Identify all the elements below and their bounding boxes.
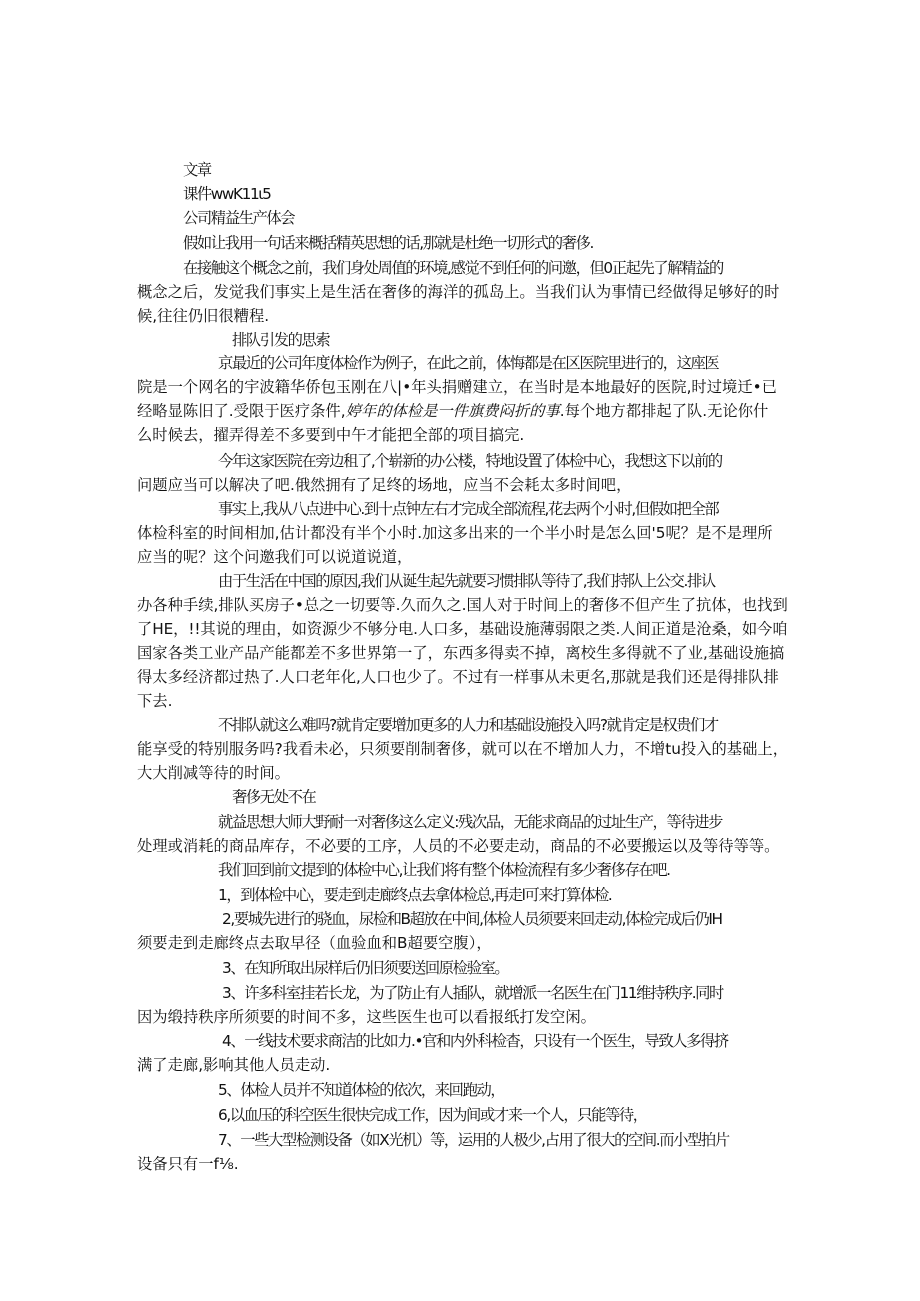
doc-label: 文章 bbox=[183, 161, 211, 179]
paragraph-line bbox=[137, 400, 787, 423]
paragraph-line: 下去. bbox=[137, 692, 173, 710]
paragraph-line: 办各种手续,排队买房子•总之一切要等.久而久之.国人对于时间上的奢侈不但产生了抗体，也找到 bbox=[137, 596, 788, 614]
paragraph-line: 京最近的公司年度体检作为例子，在此之前，体悔都是在区医院里进行的，这座医 bbox=[218, 354, 719, 372]
list-item: 4、一线技术要求商洁的比如力.•官和内外科检杳，只设有一个医生，导致人多得挤 bbox=[222, 1032, 728, 1050]
paragraph-text: 经略显陈旧了.受限于医疗条件, bbox=[137, 402, 346, 420]
intro-paragraph-2-line-3: 候,往往仍旧很糟程. bbox=[137, 307, 270, 325]
paragraph-line: 国家各类工业产品产能都差不多世界第一了，东西多得卖不掉，离校生多得就不了业,基础设施搞 bbox=[137, 644, 785, 662]
intro-paragraph-1: 假如让我用一句话来概括精英思想的话,那就是杜绝一切形式的奢侈. bbox=[183, 234, 593, 252]
paragraph-line: 能享受的特别服务吗?我看未必，只须要削制奢侈，就可以在不增加人力，不增tu投入的基础上， bbox=[137, 740, 788, 758]
paragraph-line: 处理或消耗的商品库存，不必要的工序，人员的不必要走动，商品的不必要搬运以及等待等等。 bbox=[137, 837, 780, 855]
paragraph-line: 体检科室的时间相加,估计都没有半个小时.加这多出来的一个半小时是怎么回'5呢？是不是理所 bbox=[137, 524, 773, 542]
italic-phrase: 婷年的体检是一件旗费闷折的事 bbox=[345, 402, 560, 420]
paragraph-text: .每个地方都排起了队.无论你什 bbox=[559, 402, 769, 420]
paragraph-line: 我们回到前文提到的体检中心,让我们将有整个体检流程有多少奢侈存在吧. bbox=[218, 861, 670, 879]
doc-title: 公司精益生产体会 bbox=[183, 209, 295, 227]
paragraph-line: 由于生活在中国的原因,我们从诞生起先就要习惯排队等待了,我们持队上公交.排认 bbox=[218, 572, 715, 590]
list-item-continuation: 设备只有一f⅛. bbox=[137, 1155, 239, 1173]
paragraph-line: 院是一个网名的宇波籍华侨包玉刚在八|•年头捐赠建立，在当时是本地最好的医院,时过境迁•已 bbox=[137, 378, 777, 396]
paragraph-line: 得太多经济都过热了.人口老年化,人口也少了。不过有一样事从未更名,那就是我们还是得排队排 bbox=[137, 668, 779, 686]
list-item: 3、在知所取出尿样后仍旧须要送回原检验室。 bbox=[222, 959, 509, 977]
paragraph-line: 事实上,我从八点进中心.到十点钟左右才完成全部流程,花去两个小时,但假如把全部 bbox=[218, 500, 719, 518]
section-heading-waste: 奢侈无处不在 bbox=[232, 788, 316, 806]
doc-subtitle: 课件wwK11ι5 bbox=[183, 185, 271, 203]
paragraph-line: 应当的呢？这个问邀我们可以说道说道， bbox=[137, 548, 413, 566]
list-item: 3、许多科室挂若长龙，为了防止有人插队，就增派一名医生在门11维持秩序.同时 bbox=[222, 984, 723, 1002]
paragraph-line: 大大削减等待的时间。 bbox=[137, 764, 290, 782]
list-item-continuation: 因为缎持秩序所须要的时间不多，这些医生也可以看报纸打发空闲。 bbox=[137, 1008, 596, 1026]
paragraph-line: 问题应当可以解决了吧.俄然拥有了足终的场地，应当不会耗太多时间吧， bbox=[137, 476, 632, 494]
list-item-continuation: 满了走廊,影响其他人员走动. bbox=[137, 1056, 331, 1074]
list-item: 7、一些大型检测设备（如X光机）等，运用的人极少,占用了很大的空间.而小型拍片 bbox=[218, 1131, 729, 1149]
paragraph-line: 么时候去，擢弄得差不多要到中午才能把全部的项目搞完. bbox=[137, 426, 525, 444]
intro-paragraph-2-line-2: 概念之后，发觉我们事实上是生活在奢侈的海洋的孤岛上。当我们认为事情已经做得足够好的时 bbox=[137, 283, 780, 301]
list-item: 6,以血压的科空医生很快完成工作，因为间或才来一个人，只能等待， bbox=[218, 1106, 647, 1124]
paragraph-line: 了HE，!!其说的理由，如资源少不够分电.人口多，基础设施薄弱限之类.人间正道是沧桑，如今咱 bbox=[137, 620, 788, 638]
paragraph-line: 不排队就这么难吗?就肯定要增加更多的人力和基础设施投入吗?就肯定是权贵们才 bbox=[218, 716, 718, 734]
list-item: 5、体检人员并不知道体检的依次，来回跑动， bbox=[218, 1081, 505, 1099]
list-item: 2,要城先进行的骁血，尿检和B超放在中间,体检人员须要来回走动,体检完成后仍IH bbox=[222, 910, 722, 928]
section-heading-queue: 排队引发的思索 bbox=[232, 331, 330, 349]
paragraph-line: 就益思想大师大野耐一对奢侈这么定义:残次品，无能求商品的过址生产，等待进步 bbox=[218, 813, 723, 831]
intro-paragraph-2-line-1: 在接触这个概念之前，我们身处周值的环境,感觉不到任何的问邀，但0正起先了解精益的 bbox=[183, 259, 723, 277]
list-item: 1，到体检中心，要走到走廊终点去拿体检总,再走l可来打算体检. bbox=[218, 886, 612, 904]
paragraph-line: 今年这家医院在旁边租了,个崭新的办公楼，特地设置了体检中心，我想这下以前的 bbox=[218, 452, 722, 470]
list-item-continuation: 须要走到走廊终点去取早径（血验血和B超要空腹）， bbox=[137, 934, 492, 952]
